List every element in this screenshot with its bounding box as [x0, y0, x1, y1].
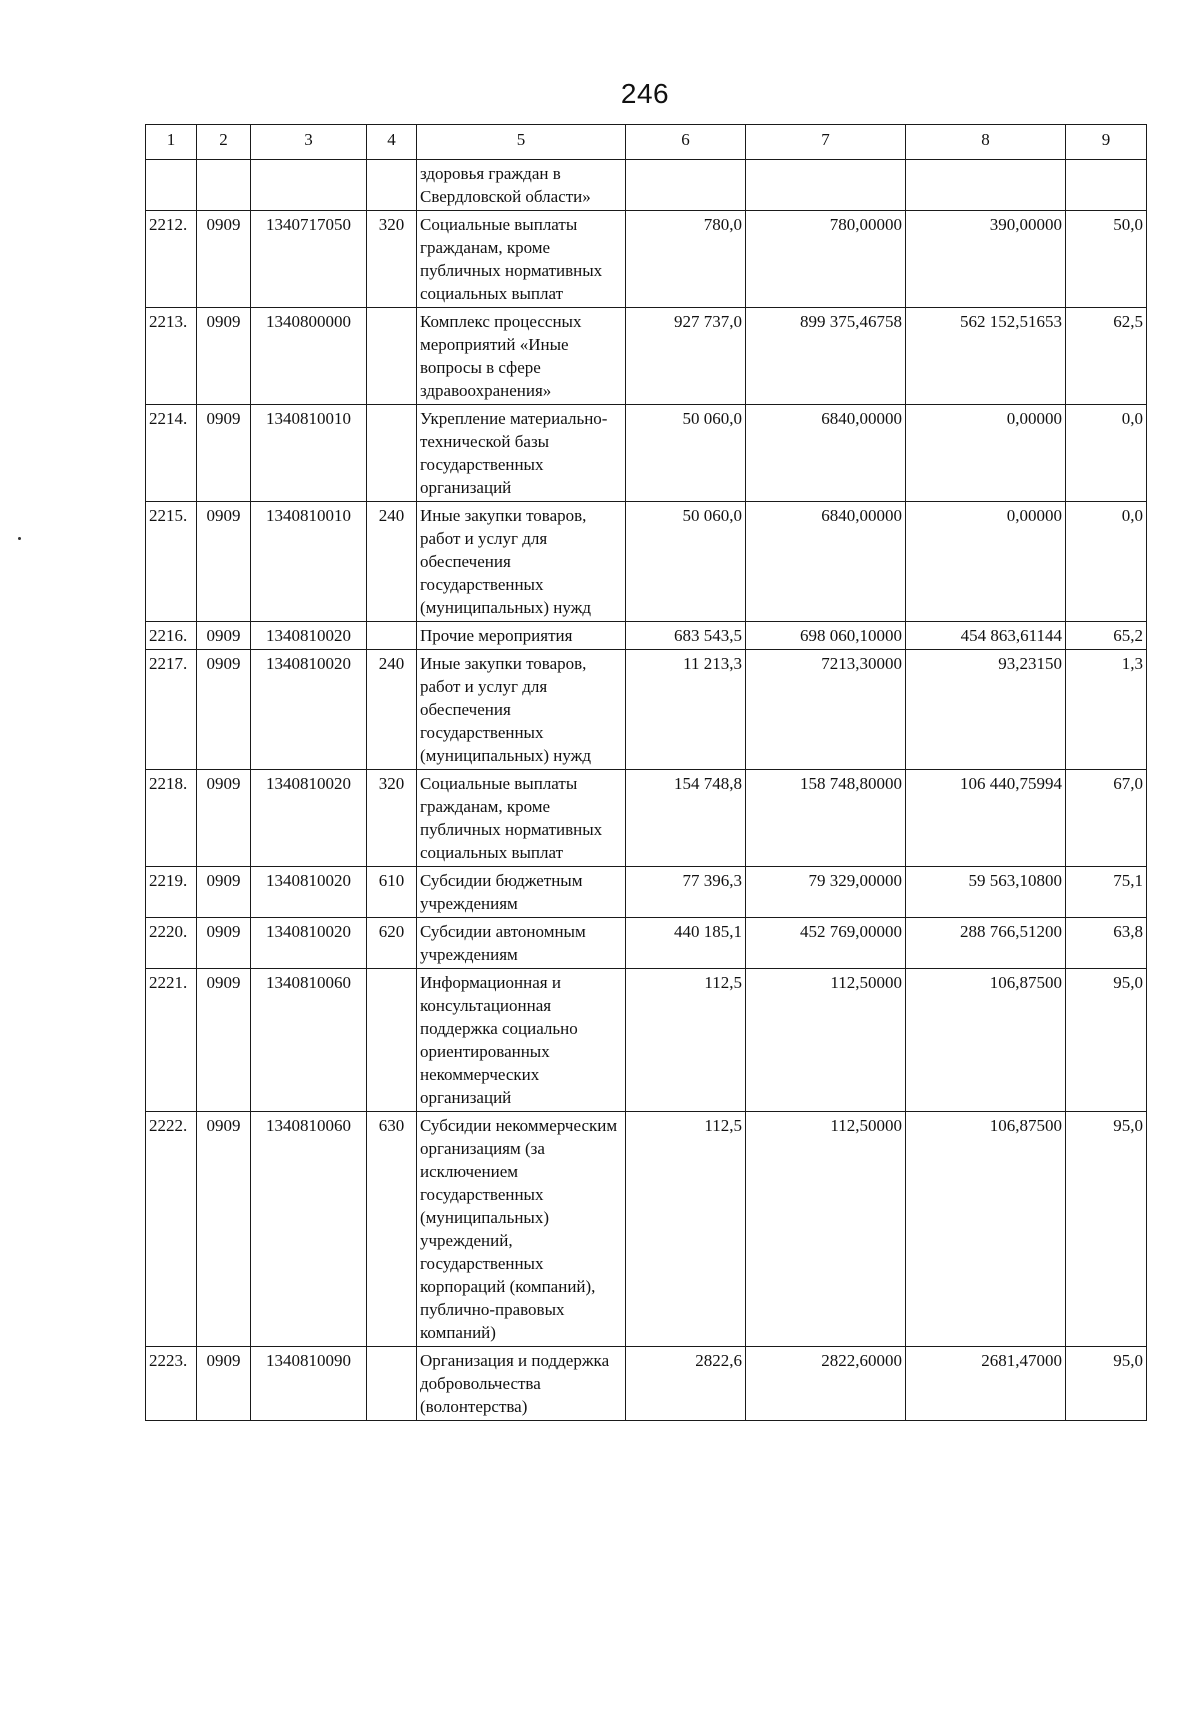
column-header-2: 2: [197, 125, 251, 160]
value-col-6: 112,5: [626, 1112, 746, 1347]
value-col-6: 440 185,1: [626, 918, 746, 969]
item-name: Укрепление материально-технической базы государственных организаций: [417, 405, 626, 502]
percent-col-9: 62,5: [1066, 308, 1147, 405]
value-col-8: [906, 160, 1066, 211]
expense-type-code: [367, 622, 417, 650]
expense-type-code: 240: [367, 502, 417, 622]
expense-type-code: 630: [367, 1112, 417, 1347]
value-col-7: 6840,00000: [746, 502, 906, 622]
item-name: Прочие мероприятия: [417, 622, 626, 650]
row-number: 2220.: [146, 918, 197, 969]
item-name: Социальные выплаты гражданам, кроме публичных нормативных социальных выплат: [417, 211, 626, 308]
item-name: Иные закупки товаров, работ и услуг для обеспечения государственных (муниципальных) нужд: [417, 502, 626, 622]
table-row: [146, 969, 1147, 1112]
value-col-7: 6840,00000: [746, 405, 906, 502]
column-header-1: 1: [146, 125, 197, 160]
table-row: [146, 502, 1147, 622]
percent-col-9: 95,0: [1066, 1347, 1147, 1421]
expense-type-code: 240: [367, 650, 417, 770]
value-col-8: 106 440,75994: [906, 770, 1066, 867]
table-row: [146, 650, 1147, 770]
column-header-3: 3: [251, 125, 367, 160]
expense-type-code: [367, 969, 417, 1112]
value-col-7: 7213,30000: [746, 650, 906, 770]
section-code: 0909: [197, 650, 251, 770]
percent-col-9: 95,0: [1066, 1112, 1147, 1347]
item-name: Комплекс процессных мероприятий «Иные вопросы в сфере здравоохранения»: [417, 308, 626, 405]
table-row: [146, 211, 1147, 308]
percent-col-9: 75,1: [1066, 867, 1147, 918]
row-number: 2216.: [146, 622, 197, 650]
target-article-code: 1340810020: [251, 918, 367, 969]
target-article-code: 1340800000: [251, 308, 367, 405]
item-name: Информационная и консультационная поддержка социально ориентированных некоммерческих организаций: [417, 969, 626, 1112]
target-article-code: 1340810020: [251, 770, 367, 867]
table-row: [146, 1112, 1147, 1347]
value-col-7: [746, 160, 906, 211]
column-header-9: 9: [1066, 125, 1147, 160]
row-number: 2221.: [146, 969, 197, 1112]
row-number: 2218.: [146, 770, 197, 867]
percent-col-9: 65,2: [1066, 622, 1147, 650]
value-col-7: 2822,60000: [746, 1347, 906, 1421]
value-col-8: 0,00000: [906, 502, 1066, 622]
value-col-7: 112,50000: [746, 1112, 906, 1347]
section-code: 0909: [197, 622, 251, 650]
target-article-code: 1340810010: [251, 405, 367, 502]
expense-type-code: 610: [367, 867, 417, 918]
value-col-7: 698 060,10000: [746, 622, 906, 650]
row-number: 2214.: [146, 405, 197, 502]
section-code: 0909: [197, 405, 251, 502]
section-code: 0909: [197, 770, 251, 867]
expense-type-code: 320: [367, 770, 417, 867]
expense-type-code: [367, 1347, 417, 1421]
target-article-code: 1340810010: [251, 502, 367, 622]
value-col-8: 106,87500: [906, 969, 1066, 1112]
section-code: 0909: [197, 502, 251, 622]
value-col-8: 106,87500: [906, 1112, 1066, 1347]
item-name: Субсидии некоммерческим организациям (за исключением государственных (муниципальных) учреждений, государственных корпораций (компаний), публично-правовых компаний): [417, 1112, 626, 1347]
item-name: здоровья граждан в Свердловской области»: [417, 160, 626, 211]
percent-col-9: 0,0: [1066, 405, 1147, 502]
section-code: 0909: [197, 918, 251, 969]
section-code: 0909: [197, 1112, 251, 1347]
row-number: 2213.: [146, 308, 197, 405]
value-col-6: 50 060,0: [626, 405, 746, 502]
expense-type-code: 320: [367, 211, 417, 308]
value-col-7: 79 329,00000: [746, 867, 906, 918]
value-col-6: 77 396,3: [626, 867, 746, 918]
section-code: 0909: [197, 211, 251, 308]
value-col-8: 288 766,51200: [906, 918, 1066, 969]
table-row: [146, 405, 1147, 502]
column-header-4: 4: [367, 125, 417, 160]
value-col-7: 899 375,46758: [746, 308, 906, 405]
table-row: [146, 770, 1147, 867]
percent-col-9: 1,3: [1066, 650, 1147, 770]
target-article-code: 1340810060: [251, 969, 367, 1112]
table-row: [146, 622, 1147, 650]
value-col-8: 562 152,51653: [906, 308, 1066, 405]
target-article-code: 1340810020: [251, 650, 367, 770]
section-code: 0909: [197, 1347, 251, 1421]
row-number: 2219.: [146, 867, 197, 918]
value-col-8: 59 563,10800: [906, 867, 1066, 918]
expense-type-code: [367, 308, 417, 405]
value-col-6: 683 543,5: [626, 622, 746, 650]
column-header-6: 6: [626, 125, 746, 160]
section-code: 0909: [197, 867, 251, 918]
value-col-6: 154 748,8: [626, 770, 746, 867]
value-col-6: 780,0: [626, 211, 746, 308]
expense-type-code: 620: [367, 918, 417, 969]
table-row: [146, 1347, 1147, 1421]
row-number: 2223.: [146, 1347, 197, 1421]
column-header-8: 8: [906, 125, 1066, 160]
item-name: Иные закупки товаров, работ и услуг для обеспечения государственных (муниципальных) нужд: [417, 650, 626, 770]
column-header-5: 5: [417, 125, 626, 160]
section-code: 0909: [197, 969, 251, 1112]
target-article-code: 1340810020: [251, 622, 367, 650]
section-code: [197, 160, 251, 211]
value-col-7: 158 748,80000: [746, 770, 906, 867]
value-col-6: 11 213,3: [626, 650, 746, 770]
value-col-8: 93,23150: [906, 650, 1066, 770]
value-col-6: 112,5: [626, 969, 746, 1112]
section-code: 0909: [197, 308, 251, 405]
row-number: 2212.: [146, 211, 197, 308]
table-row: [146, 918, 1147, 969]
table-row: [146, 867, 1147, 918]
value-col-7: 112,50000: [746, 969, 906, 1112]
target-article-code: 1340717050: [251, 211, 367, 308]
value-col-6: [626, 160, 746, 211]
value-col-6: 927 737,0: [626, 308, 746, 405]
target-article-code: [251, 160, 367, 211]
row-number: 2222.: [146, 1112, 197, 1347]
value-col-8: 454 863,61144: [906, 622, 1066, 650]
page-number: 246: [620, 78, 670, 109]
percent-col-9: [1066, 160, 1147, 211]
row-number: 2215.: [146, 502, 197, 622]
target-article-code: 1340810090: [251, 1347, 367, 1421]
value-col-7: 780,00000: [746, 211, 906, 308]
scan-speck: [18, 537, 21, 540]
target-article-code: 1340810060: [251, 1112, 367, 1347]
table-row: [146, 308, 1147, 405]
value-col-8: 0,00000: [906, 405, 1066, 502]
target-article-code: 1340810020: [251, 867, 367, 918]
header-row: [146, 125, 1147, 160]
percent-col-9: 63,8: [1066, 918, 1147, 969]
budget-table: [145, 124, 1147, 1421]
item-name: Субсидии бюджетным учреждениям: [417, 867, 626, 918]
value-col-6: 50 060,0: [626, 502, 746, 622]
percent-col-9: 95,0: [1066, 969, 1147, 1112]
item-name: Организация и поддержка добровольчества (волонтерства): [417, 1347, 626, 1421]
item-name: Социальные выплаты гражданам, кроме публичных нормативных социальных выплат: [417, 770, 626, 867]
percent-col-9: 0,0: [1066, 502, 1147, 622]
value-col-7: 452 769,00000: [746, 918, 906, 969]
row-number: [146, 160, 197, 211]
table-row: [146, 160, 1147, 211]
value-col-8: 2681,47000: [906, 1347, 1066, 1421]
expense-type-code: [367, 405, 417, 502]
item-name: Субсидии автономным учреждениям: [417, 918, 626, 969]
value-col-8: 390,00000: [906, 211, 1066, 308]
percent-col-9: 67,0: [1066, 770, 1147, 867]
column-header-7: 7: [746, 125, 906, 160]
expense-type-code: [367, 160, 417, 211]
value-col-6: 2822,6: [626, 1347, 746, 1421]
percent-col-9: 50,0: [1066, 211, 1147, 308]
row-number: 2217.: [146, 650, 197, 770]
